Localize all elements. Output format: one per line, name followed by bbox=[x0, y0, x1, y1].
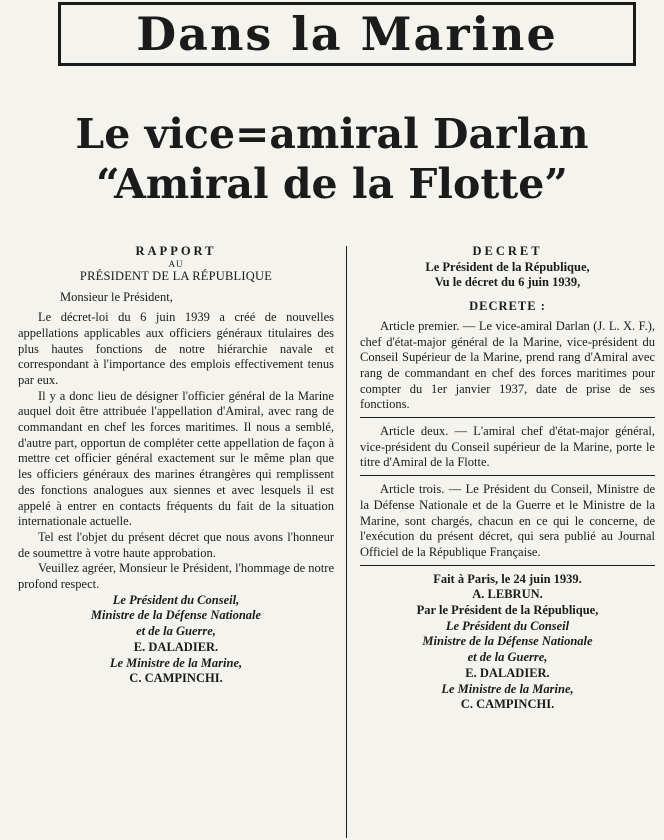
decret-intro: Vu le décret du 6 juin 1939, bbox=[434, 275, 581, 290]
article-3: Article trois. — Le Président du Conseil, Ministre de la Défense Nationale et de la Guerre et le Ministre de la Marine, sont chargés, chacun en ce qui le concerne, de l'exécution du présent décret, qui sera publié au Journal Officiel de la République Française. bbox=[360, 482, 655, 559]
rapport-paragraph: Tel est l'objet du présent décret que nous avons l'honneur de soumettre à votre haute approbation. bbox=[18, 529, 334, 560]
decret-sig-title: Ministre de la Défense Nationale bbox=[422, 634, 593, 649]
decret-sig-name: E. DALADIER. bbox=[465, 665, 550, 680]
decret-intro: Le Président de la République, bbox=[425, 259, 590, 274]
rapport-sig-title: Ministre de la Défense Nationale bbox=[90, 608, 262, 623]
decret-column bbox=[360, 244, 655, 713]
article-2: Article deux. — L'amiral chef d'état-major général, vice-président du Conseil supérieur de la Marine, porte le titre d'Amiral de la Flotte. bbox=[360, 424, 655, 470]
headline-line-2: “Amiral de la Flotte” bbox=[96, 160, 568, 208]
rapport-paragraph: Il y a donc lieu de désigner l'officier général de la Marine auquel doit être attribuée l'appellation d'Amiral, avec rang de commandant en chef les forces maritimes. Il nous a semblé, d'autre part, opportun de compléter cette appellation de façon à mettre cet officier général exactement sur le même plan que les officiers généraux des marines étrangères qui remplissent des fonctions analogues aux siennes et avec lesquels il est appelé à entrer en contacts fréquents du fait de la situation internationale actuelle. bbox=[18, 388, 334, 529]
rapport-heading: RAPPORT bbox=[135, 244, 217, 258]
decret-heading: DECRET bbox=[472, 244, 543, 258]
rapport-column bbox=[18, 244, 334, 687]
decrete-label: DECRETE : bbox=[469, 299, 546, 314]
rapport-sig-name: C. CAMPINCHI. bbox=[129, 671, 223, 686]
rapport-sig-title: Le Ministre de la Marine, bbox=[109, 655, 243, 670]
section-banner bbox=[58, 2, 636, 66]
article-block bbox=[360, 319, 655, 418]
rapport-recipient: PRÉSIDENT DE LA RÉPUBLIQUE bbox=[79, 268, 273, 283]
decret-sig-name: C. CAMPINCHI. bbox=[460, 697, 555, 712]
article-1: Article premier. — Le vice-amiral Darlan (J. L. X. F.), chef d'état-major général de la Marine, vice-président du Conseil Supérieur de la Marine, prend rang d'Amiral avec rang de commandant en chef des forces maritimes pour compter du 1er janvier 1937, date de prise de ses fonctions. bbox=[360, 318, 655, 412]
decret-signer: A. LEBRUN. bbox=[472, 587, 543, 602]
rapport-au: AU bbox=[168, 258, 184, 269]
rapport-sig-title: Le Président du Conseil, bbox=[112, 592, 240, 607]
rapport-salutation: Monsieur le Président, bbox=[60, 290, 173, 305]
headline-line-1: Le vice=amiral Darlan bbox=[75, 110, 589, 158]
decret-sig-title: et de la Guerre, bbox=[467, 650, 548, 665]
article-block bbox=[360, 482, 655, 566]
column-divider bbox=[346, 246, 347, 838]
article-block bbox=[360, 424, 655, 476]
rapport-paragraph: Le décret-loi du 6 juin 1939 a créé de nouvelles appellations applicables aux officiers généraux titulaires des plus hautes fonctions de notre hiérarchie navale et correspondant à l'importance des emplois effectivement tenus par eux. bbox=[18, 310, 334, 387]
rapport-paragraph: Veuillez agréer, Monsieur le Président, l'hommage de notre profond respect. bbox=[18, 561, 334, 592]
rapport-sig-name: E. DALADIER. bbox=[133, 639, 219, 654]
decret-sig-title: Le Ministre de la Marine, bbox=[441, 681, 574, 696]
rapport-sig-title: et de la Guerre, bbox=[136, 624, 216, 639]
decret-par: Par le Président de la République, bbox=[416, 603, 599, 618]
decret-fait: Fait à Paris, le 24 juin 1939. bbox=[433, 571, 582, 586]
section-title: Dans la Marine bbox=[136, 7, 558, 61]
decret-sig-title: Le Président du Conseil bbox=[445, 618, 570, 633]
